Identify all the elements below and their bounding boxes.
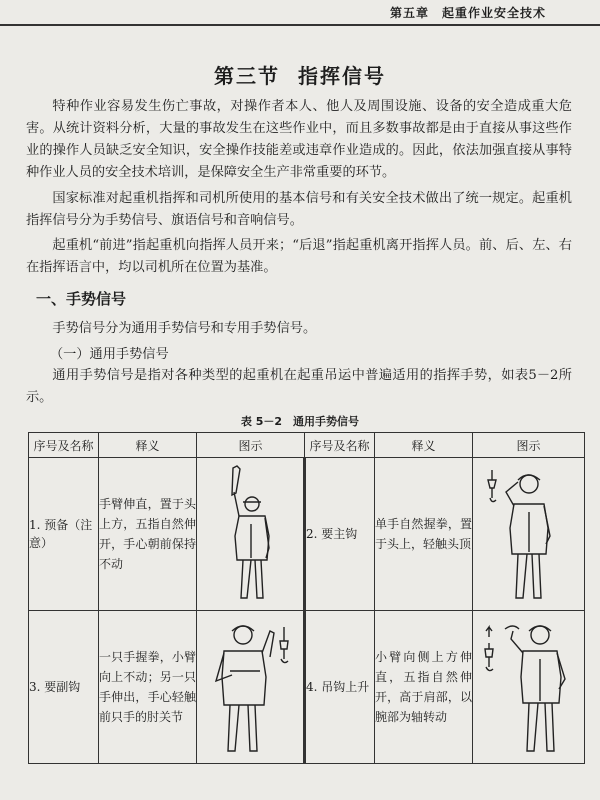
running-header [0,0,600,26]
table-row [29,611,585,764]
table-caption: 表 5－2 通用手势信号 [240,415,360,428]
col-header-meaning: 释义 [375,433,473,458]
signal-name: 2. 要主钩 [305,458,375,611]
running-title: 第五章 起重作业安全技术 [389,6,546,20]
col-header-meaning: 释义 [99,433,197,458]
signal-meaning: 一只手握拳，小臂向上不动；另一只手伸出，手心轻触前只手的肘关节 [99,611,197,764]
signal-meaning: 单手自然握拳，置于头上，轻触头顶 [375,458,473,611]
paragraph-3: 起重机“前进”指起重机向指挥人员开来；“后退”指起重机离开指挥人员。前、后、左、右在指挥语言中，均以司机所在位置为基准。 [26,238,572,275]
table-row [29,458,585,611]
col-header-figure: 图示 [473,433,585,458]
intro-paragraph: 手势信号分为通用手势信号和专用手势信号。 [52,321,317,336]
heading-gesture-signals: 一、手势信号 [36,290,127,308]
signal-meaning: 小臂向侧上方伸直，五指自然伸开，高于肩部，以腕部为轴转动 [375,611,473,764]
heading-general-gestures: （一）通用手势信号 [50,347,169,362]
intro-paragraph-2: 通用手势信号是指对各种类型的起重机在起重吊运中普遍适用的指挥手势，如表5－2所示。 [26,368,572,405]
signal-figure [197,458,305,611]
paragraph-1: 特种作业容易发生伤亡事故，对操作者本人、他人及周围设施、设备的安全造成重大危害。从统计资料分析，大量的事故发生在这些作业中，而且多数事故都是由于直接从事这些作业的操作人员缺乏安全知识，安全操作技能差或违章作业造成的。因此，依法加强直接从事特种作业人员的安全技术培训，是保障安全生产非常重要的环节。 [26,99,572,180]
arm-raised-figure-icon [215,464,285,604]
col-header-figure: 图示 [197,433,305,458]
paragraph-2: 国家标准对起重机指挥和司机所使用的基本信号和有关安全技术做出了统一规定。起重机指挥信号分为手势信号、旗语信号和音响信号。 [26,191,572,228]
signal-meaning: 手臂伸直，置于头上方，五指自然伸开，手心朝前保持不动 [99,458,197,611]
table-header-row [29,433,585,458]
section-number: 第三节 [214,64,280,88]
section-title [0,60,600,89]
hand-on-head-figure-icon [484,464,574,604]
hook-up-figure-icon [479,617,579,757]
col-header-name: 序号及名称 [305,433,375,458]
col-header-name: 序号及名称 [29,433,99,458]
section-name: 指挥信号 [298,64,386,88]
signal-figure [473,458,585,611]
signal-name: 1. 预备（注意） [29,458,99,611]
signal-figure [473,611,585,764]
signal-name: 4. 吊钩上升 [305,611,375,764]
elbow-touch-figure-icon [200,617,300,757]
signal-figure [197,611,305,764]
signal-name: 3. 要副钩 [29,611,99,764]
gesture-signal-table [28,432,585,764]
